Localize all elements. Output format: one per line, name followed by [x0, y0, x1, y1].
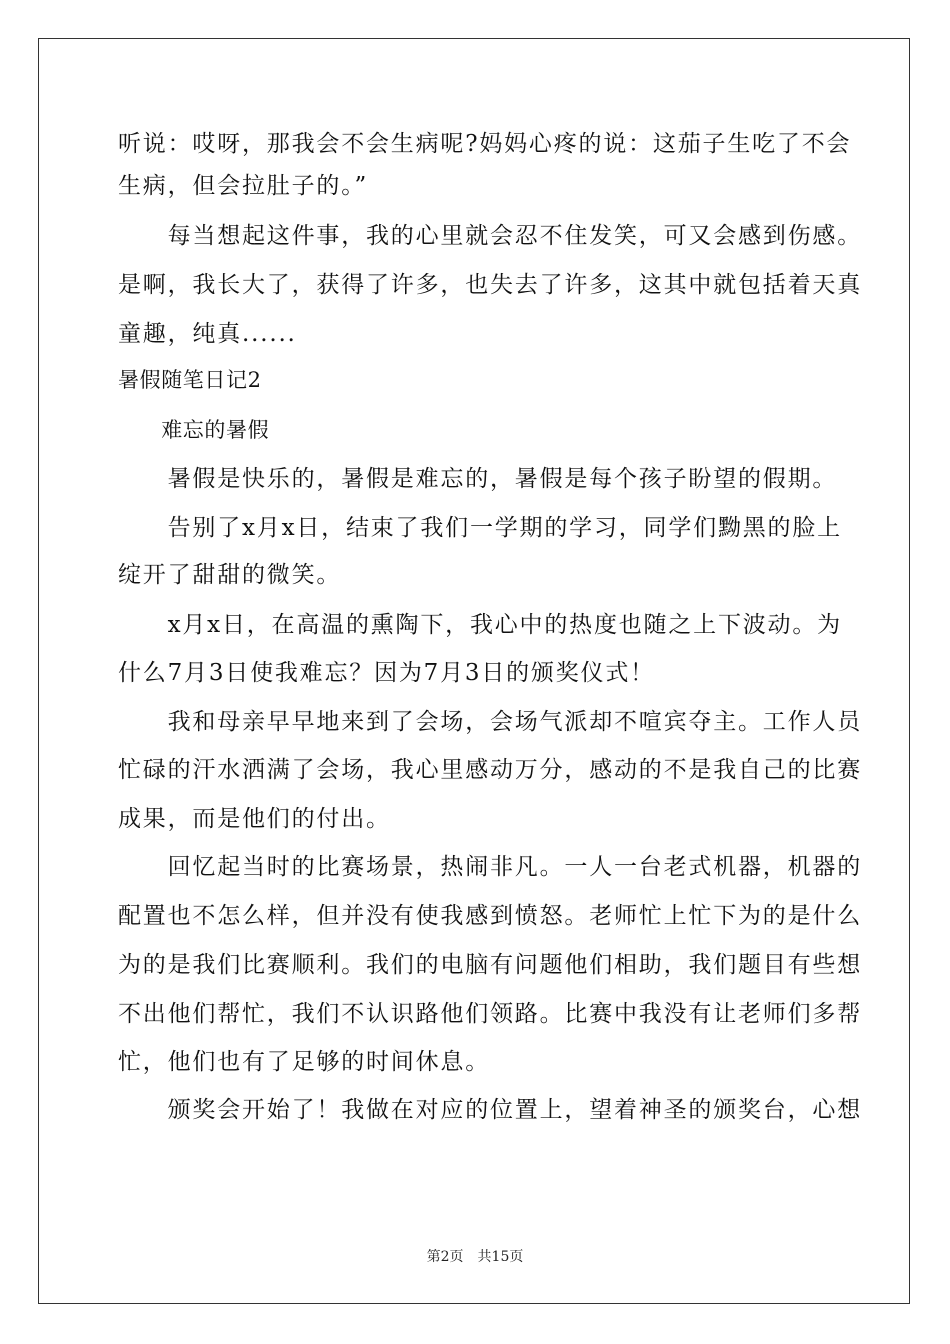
article-title: 难忘的暑假: [118, 418, 270, 442]
text-line-9: 告别了x月x日，结束了我们一学期的学习，同学们黝黑的脸上: [118, 515, 842, 541]
text-line-16: 回忆起当时的比赛场景，热闹非凡。一人一台老式机器，机器的: [118, 854, 862, 880]
text-line-14: 忙碌的汗水洒满了会场，我心里感动万分，感动的不是我自己的比赛: [118, 757, 862, 783]
text-line-17: 配置也不怎么样，但并没有使我感到愤怒。老师忙上忙下为的是什么: [118, 903, 862, 929]
text-line-19: 不出他们帮忙，我们不认识路他们领路。比赛中我没有让老师们多帮: [118, 1001, 862, 1027]
text-line-11: x月x日，在高温的熏陶下，我心中的热度也随之上下波动。为: [118, 612, 842, 638]
text-line-13: 我和母亲早早地来到了会场，会场气派却不喧宾夺主。工作人员: [118, 709, 862, 735]
text-line-5: 童趣，纯真......: [118, 321, 297, 347]
text-line-15: 成果，而是他们的付出。: [118, 806, 391, 832]
text-line-21: 颁奖会开始了！我做在对应的位置上，望着神圣的颁奖台，心想: [118, 1097, 862, 1123]
text-line-8: 暑假是快乐的，暑假是难忘的，暑假是每个孩子盼望的假期。: [118, 466, 838, 492]
text-line-18: 为的是我们比赛顺利。我们的电脑有问题他们相助，我们题目有些想: [118, 952, 862, 978]
text-line-20: 忙，他们也有了足够的时间休息。: [118, 1049, 490, 1075]
text-line-4: 是啊，我长大了，获得了许多，也失去了许多，这其中就包括着天真: [118, 272, 862, 298]
text-line-2: 生病，但会拉肚子的。”: [118, 173, 369, 199]
text-line-12: 什么7月3日使我难忘？因为7月3日的颁奖仪式！: [118, 660, 655, 686]
section-heading: 暑假随笔日记2: [118, 368, 262, 392]
page-number: 第2页 共15页: [426, 1249, 524, 1265]
text-line-1: 听说：哎呀，那我会不会生病呢?妈妈心疼的说：这茄子生吃了不会: [118, 131, 852, 157]
text-line-3: 每当想起这件事，我的心里就会忍不住发笑，可又会感到伤感。: [118, 223, 862, 249]
text-line-10: 绽开了甜甜的微笑。: [118, 562, 342, 588]
